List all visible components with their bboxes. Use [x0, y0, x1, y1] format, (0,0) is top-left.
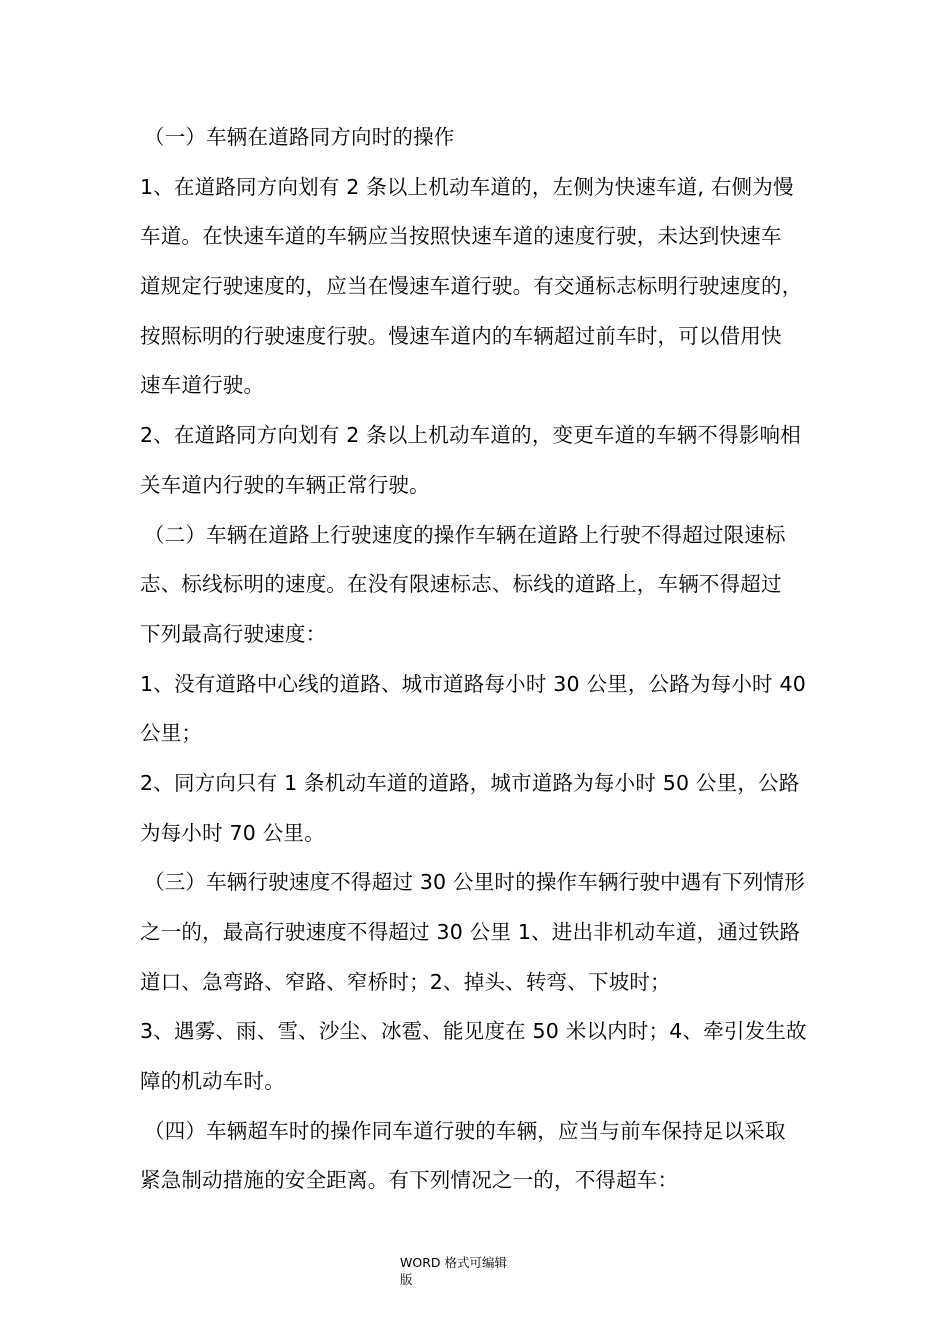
text-line: 速车道行驶。 — [140, 373, 265, 398]
text-line: 公里； — [140, 721, 203, 746]
text-line: 之一的，最高行驶速度不得超过 30 公里 1、进出非机动车道，通过铁路 — [140, 920, 801, 944]
text-line: 道口、急弯路、窄路、窄桥时；2、掉头、转弯、下坡时； — [140, 969, 671, 994]
section-heading-1: （一）车辆在道路同方向时的操作 — [144, 125, 455, 149]
section-heading-3: （三）车辆行驶速度不得超过 30 公里时的操作车辆行驶中遇有下列情形 — [144, 870, 805, 895]
text-line: 按照标明的行驶速度行驶。慢速车道内的车辆超过前车时，可以借用快 — [140, 323, 782, 348]
text-line: 道规定行驶速度的，应当在慢速车道行驶。有交通标志标明行驶速度的， — [140, 274, 803, 299]
text-line: 1、没有道路中心线的道路、城市道路每小时 30 公里，公路为每小时 40 — [140, 671, 806, 696]
text-line: 紧急制动措施的安全距离。有下列情况之一的，不得超车： — [140, 1168, 679, 1193]
text-line: 障的机动车时。 — [140, 1069, 285, 1094]
text-line: 下列最高行驶速度： — [140, 621, 327, 646]
text-line: 2、同方向只有 1 条机动车道的道路，城市道路为每小时 50 公里，公路 — [140, 770, 800, 795]
text-line: 为每小时 70 公里。 — [140, 820, 325, 845]
text-line: 志、标线标明的速度。在没有限速标志、标线的道路上，车辆不得超过 — [140, 572, 782, 597]
section-heading-2: （二）车辆在道路上行驶速度的操作车辆在道路上行驶不得超过限速标 — [144, 522, 786, 547]
footer-line-1: WORD 格式可编辑 — [400, 1255, 507, 1270]
text-line: 2、在道路同方向划有 2 条以上机动车道的，变更车道的车辆不得影响相 — [140, 423, 801, 448]
section-heading-4: （四）车辆超车时的操作同车道行驶的车辆，应当与前车保持足以采取 — [144, 1118, 786, 1143]
text-line: 1、在道路同方向划有 2 条以上机动车道的，左侧为快速车道, 右侧为慢 — [140, 174, 794, 199]
text-line: 3、遇雾、雨、雪、沙尘、冰雹、能见度在 50 米以内时；4、牵引发生故 — [140, 1019, 807, 1044]
document-body — [140, 113, 820, 1206]
page-footer — [400, 1254, 507, 1288]
footer-line-2: 版 — [400, 1272, 413, 1287]
text-line: 车道。在快速车道的车辆应当按照快速车道的速度行驶，未达到快速车 — [140, 224, 782, 249]
text-line: 关车道内行驶的车辆正常行驶。 — [140, 472, 430, 497]
